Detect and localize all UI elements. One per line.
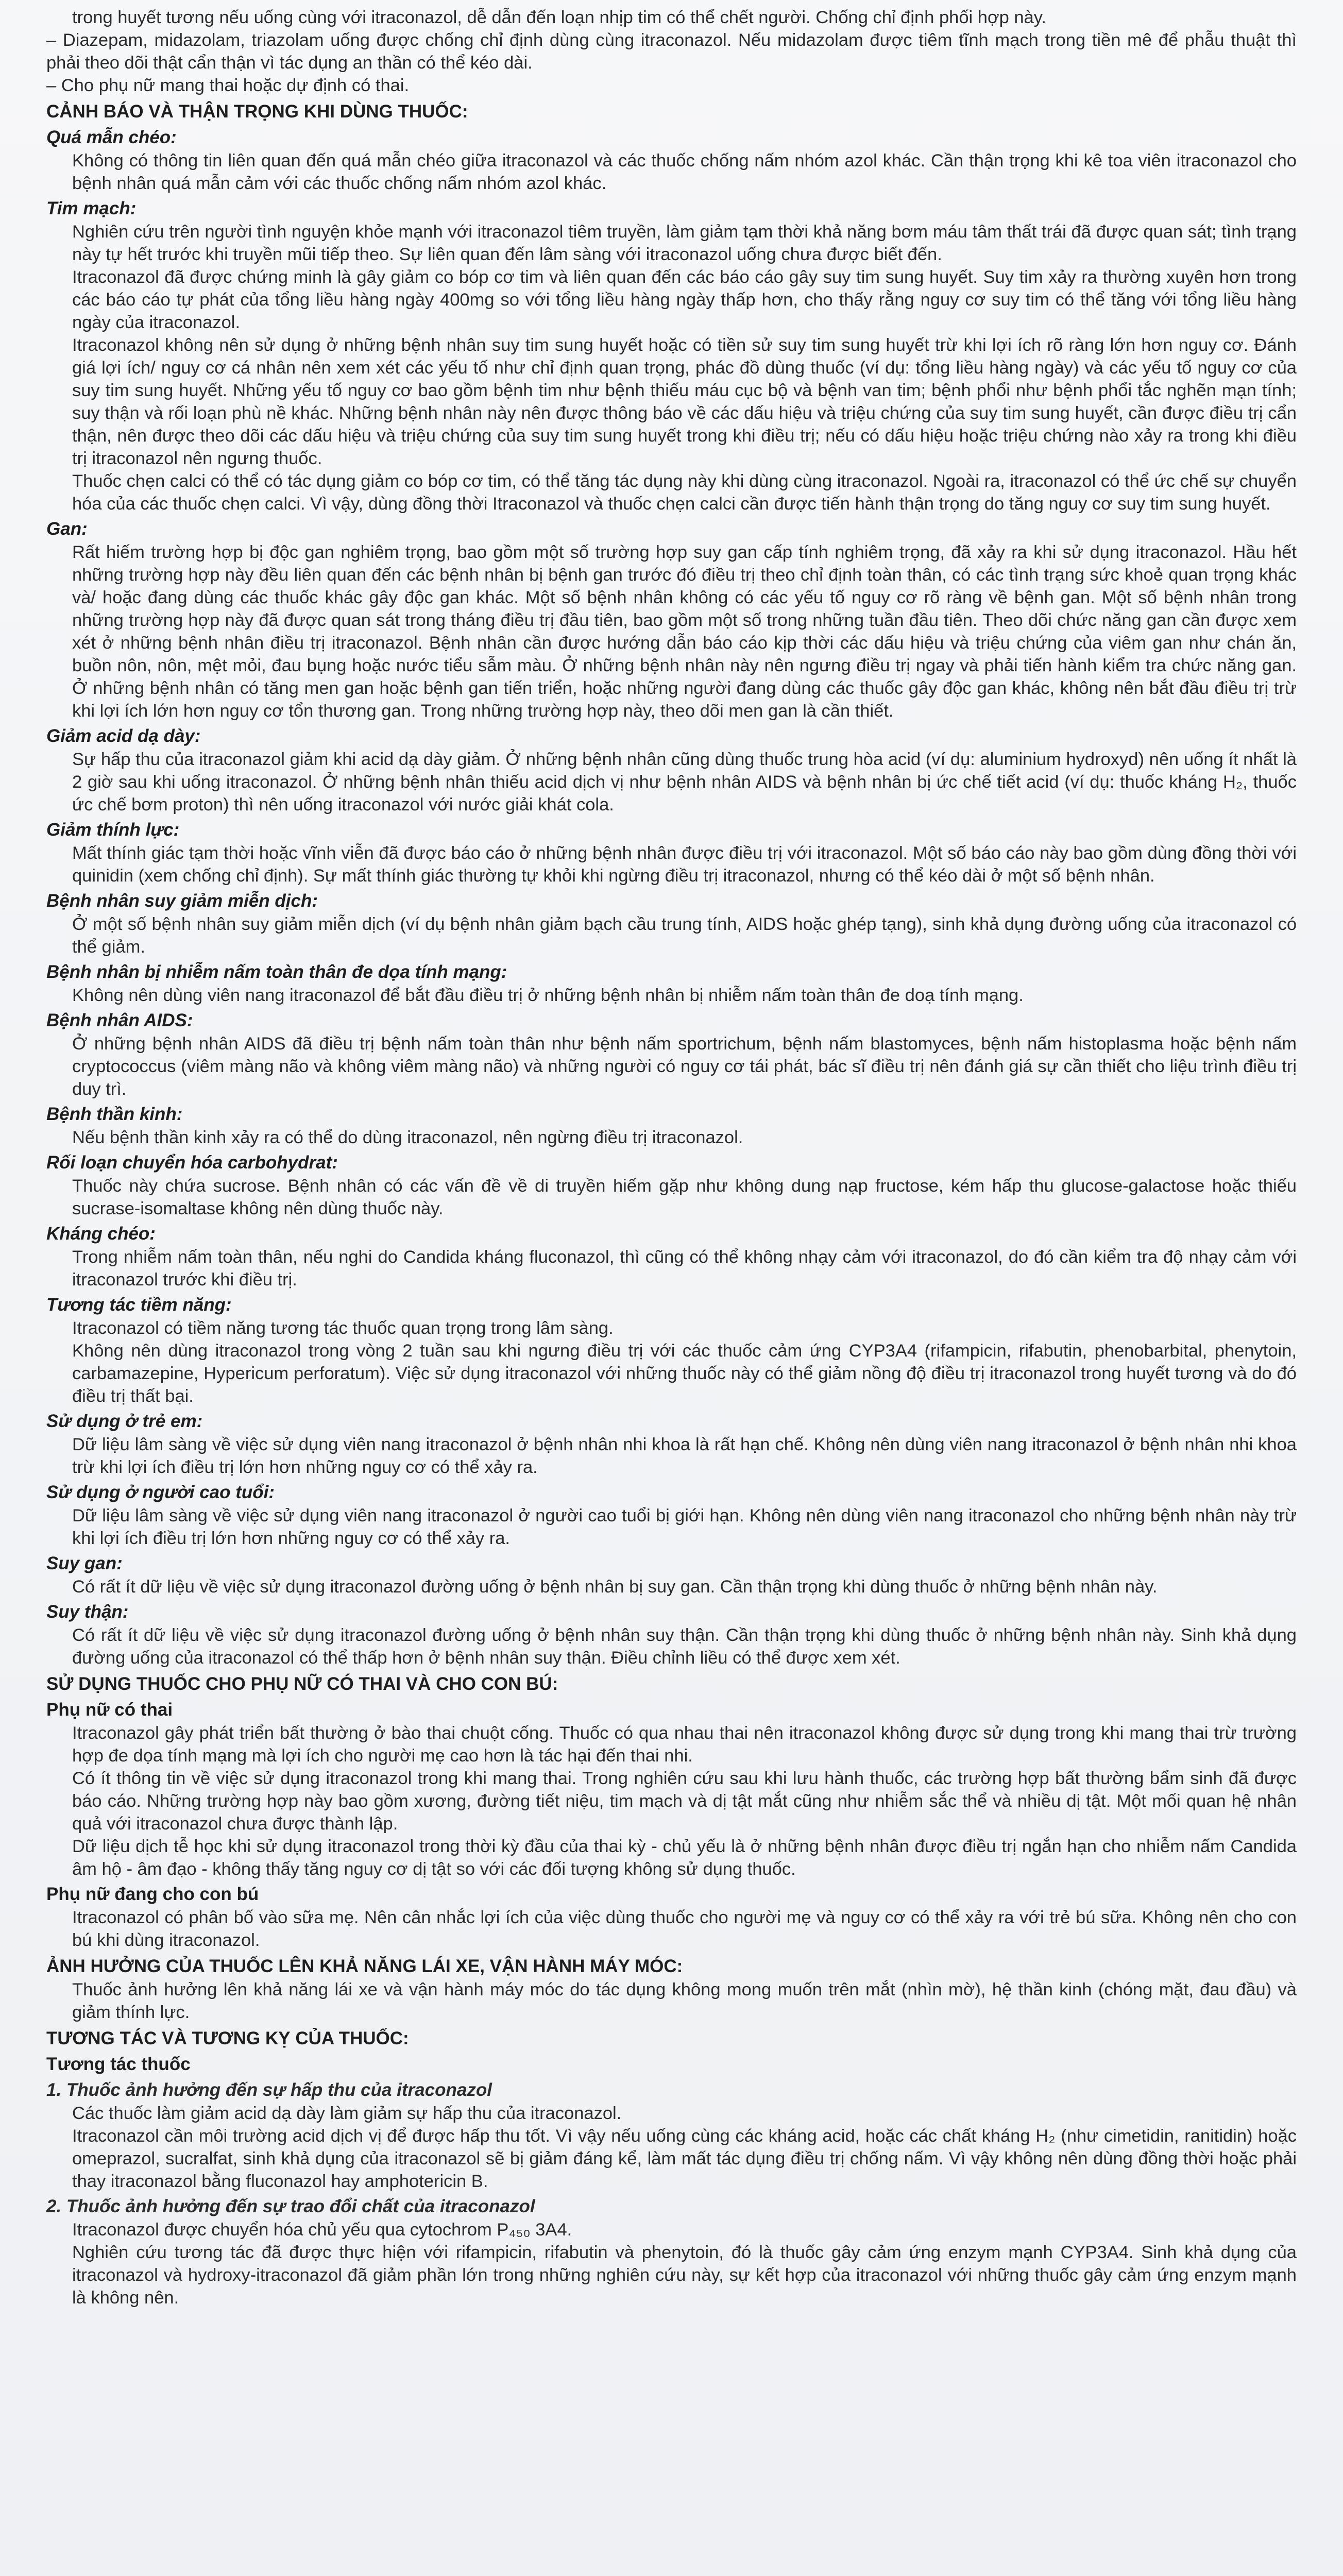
- paragraph: Không nên dùng itraconazol trong vòng 2 tuần sau khi ngưng điều trị với các thuốc cảm ứng CYP3A4 (rifampicin, rifabutin, phenobarbital, phenytoin, carbamazepine, Hypericum perforatum). Việc sử dụng itraconazol với những thuốc này có thể giảm nồng độ điều trị itraconazol trong huyết tương và do đó điều trị thất bại.: [72, 1341, 1297, 1406]
- subheading: Bệnh nhân AIDS:: [46, 1010, 193, 1030]
- paragraph: Thuốc ảnh hưởng lên khả năng lái xe và vận hành máy móc do tác dụng không mong muốn trên mắt (nhìn mờ), hệ thần kinh (chóng mặt, đau đầu) và giảm thính lực.: [72, 1980, 1297, 2022]
- subheading: Sử dụng ở người cao tuổi:: [46, 1482, 275, 1502]
- paragraph: Itraconazol gây phát triển bất thường ở bào thai chuột cống. Thuốc có qua nhau thai nên itraconazol không được sử dụng trong khi mang thai trừ trường hợp đe dọa tính mạng mà lợi ích cho người mẹ cao hơn là tác hại đến thai nhi.: [72, 1723, 1297, 1766]
- paragraph: Nghiên cứu trên người tình nguyện khỏe mạnh với itraconazol tiêm truyền, làm giảm tạm thời khả năng bơm máu tâm thất trái đã được quan sát; tình trạng này tự hết trước khi truyền mũi tiếp theo. Sự liên quan đến lâm sàng với itraconazol uống chưa được biết đến.: [72, 222, 1297, 264]
- paragraph: Không nên dùng viên nang itraconazol để bắt đầu điều trị ở những bệnh nhân bị nhiễm nấm toàn thân đe doạ tính mạng.: [72, 986, 1024, 1005]
- paragraph: Mất thính giác tạm thời hoặc vĩnh viễn đã được báo cáo ở những bệnh nhân được điều trị với itraconazol. Một số báo cáo này bao gồm dùng đồng thời với quinidin (xem chống chỉ định). Sự mất thính giác thường tự khỏi khi ngừng điều trị itraconazol, nhưng có thể kéo dài ở một số bệnh nhân.: [72, 843, 1297, 886]
- intro-text: – Cho phụ nữ mang thai hoặc dự định có thai.: [46, 76, 410, 95]
- section-heading-driving: ẢNH HƯỞNG CỦA THUỐC LÊN KHẢ NĂNG LÁI XE, VẬN HÀNH MÁY MÓC:: [46, 1956, 683, 1976]
- subheading: Gan:: [46, 519, 88, 539]
- paragraph: Rất hiếm trường hợp bị độc gan nghiêm trọng, bao gồm một số trường hợp suy gan cấp tính nghiêm trọng, đã xảy ra khi sử dụng itraconazol. Hầu hết những trường hợp này đều liên quan đến các bệnh nhân bị bệnh gan trước đó điều trị theo chỉ định toàn thân, có các tình trạng sức khoẻ quan trọng khác và/ hoặc đang dùng các thuốc khác gây độc gan khác. Một số bệnh nhân không có các yếu tố nguy cơ rõ ràng về bệnh gan. Một số bệnh nhân trong những trường hợp này đã được quan sát trong tháng điều trị đầu tiên, bao gồm một số trong những tuần đầu tiên. Theo dõi chức năng gan cần được xem xét ở những bệnh nhân điều trị itraconazol. Bệnh nhân cần được hướng dẫn báo cáo kịp thời các dấu hiệu và triệu chứng của viêm gan như chán ăn, buồn nôn, nôn, mệt mỏi, đau bụng hoặc nước tiểu sẫm màu. Ở những bệnh nhân này nên ngưng điều trị ngay và phải tiến hành kiểm tra chức năng gan. Ở những bệnh nhân có tăng men gan hoặc bệnh gan tiến triển, hoặc những người đang dùng các thuốc gây độc gan khác, không nên bắt đầu điều trị trừ khi lợi ích lớn hơn nguy cơ tổn thương gan. Trong những trường hợp này, theo dõi men gan là cần thiết.: [72, 543, 1297, 721]
- paragraph: Dữ liệu dịch tễ học khi sử dụng itraconazol trong thời kỳ đầu của thai kỳ - chủ yếu là ở những bệnh nhân được điều trị ngắn hạn cho nhiễm nấm Candida âm hộ - âm đạo - không thấy tăng nguy cơ dị tật so với các đối tượng không sử dụng thuốc.: [72, 1837, 1297, 1879]
- paragraph: Thuốc chẹn calci có thể có tác dụng giảm co bóp cơ tim, có thể tăng tác dụng này khi dùng cùng itraconazol. Ngoài ra, itraconazol có thể ức chế sự chuyển hóa của các thuốc chẹn calci. Vì vậy, dùng đồng thời Itraconazol và thuốc chẹn calci cần được tiến hành thận trọng do tăng nguy cơ suy tim sung huyết.: [72, 471, 1297, 514]
- paragraph: Không có thông tin liên quan đến quá mẫn chéo giữa itraconazol và các thuốc chống nấm nhóm azol khác. Cần thận trọng khi kê toa viên itraconazol cho bệnh nhân quá mẫn cảm với các thuốc chống nấm nhóm azol khác.: [72, 151, 1297, 193]
- subheading: Suy thận:: [46, 1602, 129, 1622]
- paragraph: Có rất ít dữ liệu về việc sử dụng itraconazol đường uống ở bệnh nhân suy thận. Cần thận trọng khi dùng thuốc ở những bệnh nhân này. Sinh khả dụng đường uống của itraconazol có thể thấp hơn ở bệnh nhân suy thận. Điều chỉnh liều có thể được xem xét.: [72, 1625, 1297, 1668]
- subheading: Suy gan:: [46, 1553, 123, 1573]
- paragraph: Itraconazol được chuyển hóa chủ yếu qua cytochrom P₄₅₀ 3A4.: [72, 2220, 572, 2240]
- numbered-heading: 2. Thuốc ảnh hưởng đến sự trao đổi chất của itraconazol: [46, 2196, 535, 2216]
- paragraph: Sự hấp thu của itraconazol giảm khi acid dạ dày giảm. Ở những bệnh nhân cũng dùng thuốc trung hòa acid (ví dụ: aluminium hydroxyd) nên uống ít nhất là 2 giờ sau khi uống itraconazol. Ở những bệnh nhân thiếu acid dịch vị như bệnh nhân AIDS và bệnh nhân bị ức chế tiết acid (ví dụ: thuốc kháng H₂, thuốc ức chế bơm proton) thì nên uống itraconazol với nước giải khát cola.: [72, 750, 1297, 815]
- paragraph: Itraconazol cần môi trường acid dịch vị để được hấp thu tốt. Vì vậy nếu uống cùng các kháng acid, hoặc các chất kháng H₂ (như cimetidin, ranitidin) hoặc omeprazol, sucralfat, sinh khả dụng của itraconazol sẽ bị giảm đáng kể, làm mất tác dụng điều trị chống nấm. Vì vậy không nên dùng đồng thời hoặc phải thay itraconazol bằng fluconazol hay amphotericin B.: [72, 2126, 1297, 2191]
- paragraph: Itraconazol có tiềm năng tương tác thuốc quan trọng trong lâm sàng.: [72, 1318, 614, 1338]
- intro-text: trong huyết tương nếu uống cùng với itraconazol, dễ dẫn đến loạn nhịp tim có thể chết người. Chống chỉ định phối hợp này.: [72, 8, 1047, 27]
- subheading: Bệnh thần kinh:: [46, 1104, 183, 1124]
- subheading: Phụ nữ đang cho con bú: [46, 1884, 259, 1904]
- subheading: Tim mạch:: [46, 198, 137, 218]
- subheading: Bệnh nhân bị nhiễm nấm toàn thân đe dọa tính mạng:: [46, 962, 507, 982]
- subheading: Tương tác thuốc: [46, 2054, 191, 2074]
- paragraph: Ở một số bệnh nhân suy giảm miễn dịch (ví dụ bệnh nhân giảm bạch cầu trung tính, AIDS hoặc ghép tạng), sinh khả dụng đường uống của itraconazol có thể giảm.: [72, 914, 1297, 957]
- section-heading-warnings: CẢNH BÁO VÀ THẬN TRỌNG KHI DÙNG THUỐC:: [46, 101, 468, 122]
- subheading: Kháng chéo:: [46, 1224, 156, 1244]
- paragraph: Nghiên cứu tương tác đã được thực hiện với rifampicin, rifabutin và phenytoin, đó là thuốc gây cảm ứng enzym mạnh CYP3A4. Sinh khả dụng của itraconazol và hydroxy-itraconazol đã giảm phần lớn trong những nghiên cứu này, sự kết hợp của itraconazol với những thuốc gây cảm ứng enzym mạnh là không nên.: [72, 2243, 1297, 2308]
- section-heading-pregnancy: SỬ DỤNG THUỐC CHO PHỤ NỮ CÓ THAI VÀ CHO CON BÚ:: [46, 1674, 558, 1694]
- subheading: Bệnh nhân suy giảm miễn dịch:: [46, 891, 318, 911]
- paragraph: Itraconazol có phân bố vào sữa mẹ. Nên cân nhắc lợi ích của việc dùng thuốc cho người mẹ và nguy cơ có thể xảy ra với trẻ bú sữa. Không nên cho con bú khi dùng itraconazol.: [72, 1908, 1297, 1950]
- paragraph: Có ít thông tin về việc sử dụng itraconazol trong khi mang thai. Trong nghiên cứu sau khi lưu hành thuốc, các trường hợp bất thường bẩm sinh đã được báo cáo. Những trường hợp này bao gồm xương, đường tiết niệu, tim mạch và dị tật mắt cũng như nhiễm sắc thể và nhiều dị tật. Một mối quan hệ nhân quả với itraconazol chưa được thành lập.: [72, 1769, 1297, 1834]
- subheading: Giảm acid dạ dày:: [46, 726, 201, 746]
- subheading: Giảm thính lực:: [46, 820, 180, 840]
- subheading: Quá mẫn chéo:: [46, 127, 177, 147]
- intro-text: – Diazepam, midazolam, triazolam uống được chống chỉ định dùng cùng itraconazol. Nếu midazolam được tiêm tĩnh mạch trong tiền mê để phẫu thuật thì phải theo dõi thật cẩn thận vì tác dụng an thần có thể kéo dài.: [46, 30, 1297, 73]
- subheading: Sử dụng ở trẻ em:: [46, 1411, 203, 1431]
- paragraph: Trong nhiễm nấm toàn thân, nếu nghi do Candida kháng fluconazol, thì cũng có thể không nhạy cảm với itraconazol, do đó cần kiểm tra độ nhạy cảm với itraconazol trước khi điều trị.: [72, 1247, 1297, 1290]
- paragraph: Dữ liệu lâm sàng về việc sử dụng viên nang itraconazol ở người cao tuổi bị giới hạn. Không nên dùng viên nang itraconazol cho những bệnh nhân này trừ khi lợi ích điều trị lớn hơn những nguy cơ có thể xảy ra.: [72, 1506, 1297, 1548]
- subheading: Tương tác tiềm năng:: [46, 1295, 232, 1315]
- paragraph: Nếu bệnh thần kinh xảy ra có thể do dùng itraconazol, nên ngừng điều trị itraconazol.: [72, 1128, 743, 1147]
- paragraph: Có rất ít dữ liệu về việc sử dụng itraconazol đường uống ở bệnh nhân bị suy gan. Cần thận trọng khi dùng thuốc ở những bệnh nhân này.: [72, 1577, 1158, 1597]
- paragraph: Dữ liệu lâm sàng về việc sử dụng viên nang itraconazol ở bệnh nhân nhi khoa là rất hạn chế. Không nên dùng viên nang itraconazol ở bệnh nhân nhi khoa trừ khi lợi ích điều trị lớn hơn những nguy cơ có thể xảy ra.: [72, 1435, 1297, 1477]
- paragraph: Thuốc này chứa sucrose. Bệnh nhân có các vấn đề về di truyền hiếm gặp như không dung nạp fructose, kém hấp thu glucose-galactose hoặc thiếu sucrase-isomaltase không nên dùng thuốc này.: [72, 1176, 1297, 1218]
- section-heading-interactions: TƯƠNG TÁC VÀ TƯƠNG KỴ CỦA THUỐC:: [46, 2028, 409, 2048]
- paragraph: Ở những bệnh nhân AIDS đã điều trị bệnh nấm toàn thân như bệnh nấm sportrichum, bệnh nấm blastomyces, bệnh nấm histoplasma hoặc bệnh nấm cryptococcus (viêm màng não và không viêm màng não) và những người có nguy cơ tái phát, bác sĩ điều trị nên đánh giá sự cần thiết cho liệu trình điều trị duy trì.: [72, 1034, 1297, 1099]
- numbered-heading: 1. Thuốc ảnh hưởng đến sự hấp thu của itraconazol: [46, 2080, 492, 2100]
- subheading: Rối loạn chuyển hóa carbohydrat:: [46, 1153, 338, 1173]
- subheading: Phụ nữ có thai: [46, 1700, 173, 1720]
- paragraph: Itraconazol đã được chứng minh là gây giảm co bóp cơ tim và liên quan đến các báo cáo gây suy tim sung huyết. Suy tim xảy ra thường xuyên hơn trong các báo cáo tự phát của tổng liều hàng ngày 400mg so với tổng liều hàng ngày thấp hơn, cho thấy rằng nguy cơ suy tim có thể tăng với tổng liều hàng ngày của itraconazol.: [72, 267, 1297, 332]
- paragraph: Itraconazol không nên sử dụng ở những bệnh nhân suy tim sung huyết hoặc có tiền sử suy tim sung huyết trừ khi lợi ích rõ ràng lớn hơn nguy cơ. Đánh giá lợi ích/ nguy cơ cá nhân nên xem xét các yếu tố như chỉ định quan trọng, phác đồ dùng thuốc (ví dụ: tổng liều hàng ngày) và các yếu tố nguy cơ của suy tim sung huyết. Những yếu tố nguy cơ bao gồm bệnh tim như bệnh thiếu máu cục bộ và bệnh van tim; bệnh phổi như bệnh phổi tắc nghẽn mạn tính; suy thận và rối loạn phù nề khác. Những bệnh nhân này nên được thông báo về các dấu hiệu và triệu chứng của suy tim sung huyết, cần được điều trị cẩn thận, nên được theo dõi các dấu hiệu và triệu chứng của suy tim sung huyết trong khi điều trị; nếu có dấu hiệu hoặc triệu chứng nào xảy ra trong khi điều trị itraconazol nên ngưng thuốc.: [72, 335, 1297, 468]
- paragraph: Các thuốc làm giảm acid dạ dày làm giảm sự hấp thu của itraconazol.: [72, 2104, 622, 2123]
